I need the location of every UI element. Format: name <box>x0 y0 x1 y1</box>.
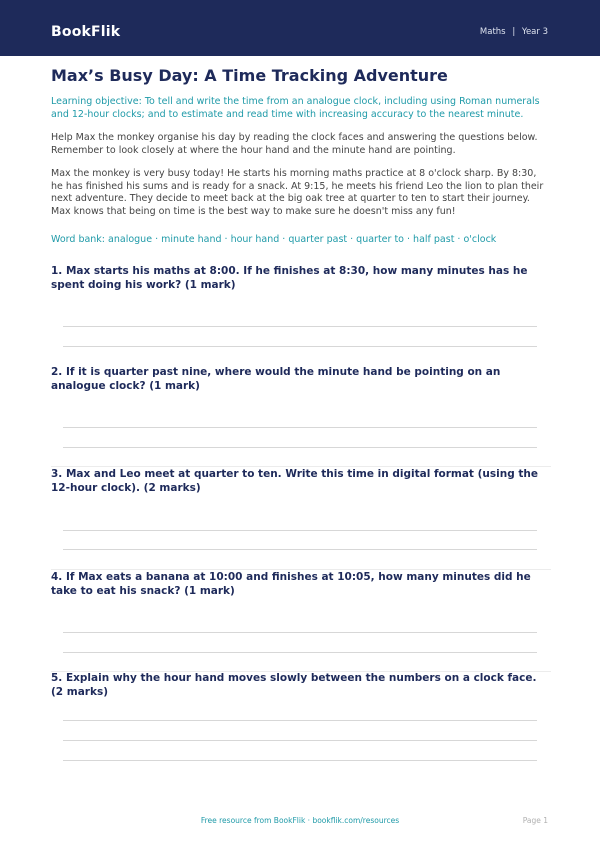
subject-label: Maths <box>479 27 506 37</box>
question-4: 4. If Max eats a banana at 10:00 and finishes at 10:05, how many minutes did he take to eat his snack? (1 mark) <box>51 571 531 597</box>
question-3: 3. Max and Leo meet at quarter to ten. Write this time in digital format (using the 12-hour clock). (2 marks) <box>51 468 538 494</box>
answer-line[interactable] <box>63 447 537 448</box>
year-label: Year 3 <box>521 27 548 37</box>
question-1: 1. Max starts his maths at 8:00. If he finishes at 8:30, how many minutes has he spent doing his work? (1 mark) <box>51 265 528 291</box>
page-title: Max’s Busy Day: A Time Tracking Adventure <box>51 66 448 85</box>
story-text: Max the monkey is very busy today! He starts his morning maths practice at 8 o'clock sharp. By 8:30, he has finished his sums and is ready for a snack. At 9:15, he meets his friend Leo the lion to plan their next adventure. They decide to meet back at the big oak tree at quarter to ten to start their journey. Max knows that being on time is the best way to make sure he doesn't miss any fun! <box>51 168 544 217</box>
answer-line[interactable] <box>63 427 537 428</box>
answer-line[interactable] <box>63 740 537 741</box>
question-2: 2. If it is quarter past nine, where would the minute hand be pointing on an analogue clock? (1 mark) <box>51 366 501 392</box>
answer-line[interactable] <box>63 632 537 633</box>
page-number: Page 1 <box>522 816 548 825</box>
page-header <box>0 0 600 56</box>
learning-objective: Learning objective: To tell and write the time from an analogue clock, including using Roman numerals and 12-hour clocks; and to estimate and read time with increasing accuracy to the nearest minute. <box>51 96 540 120</box>
answer-line[interactable] <box>63 326 537 327</box>
question-5: 5. Explain why the hour hand moves slowly between the numbers on a clock face. (2 marks) <box>51 672 537 698</box>
footer-text: Free resource from BookFlik · bookflik.com/resources <box>200 816 400 825</box>
word-bank: Word bank: analogue · minute hand · hour hand · quarter past · quarter to · half past · o'clock <box>51 234 497 245</box>
meta-separator: | <box>512 27 516 37</box>
brand-logo: BookFlik <box>51 24 121 40</box>
header-meta <box>480 27 548 37</box>
answer-line[interactable] <box>63 720 537 721</box>
answer-line[interactable] <box>63 760 537 761</box>
answer-line[interactable] <box>63 530 537 531</box>
instructions-text: Help Max the monkey organise his day by reading the clock faces and answering the questions below. Remember to look closely at where the hour hand and the minute hand are pointing. <box>51 132 538 156</box>
answer-line[interactable] <box>63 652 537 653</box>
answer-line[interactable] <box>63 346 537 347</box>
answer-line[interactable] <box>63 549 537 550</box>
